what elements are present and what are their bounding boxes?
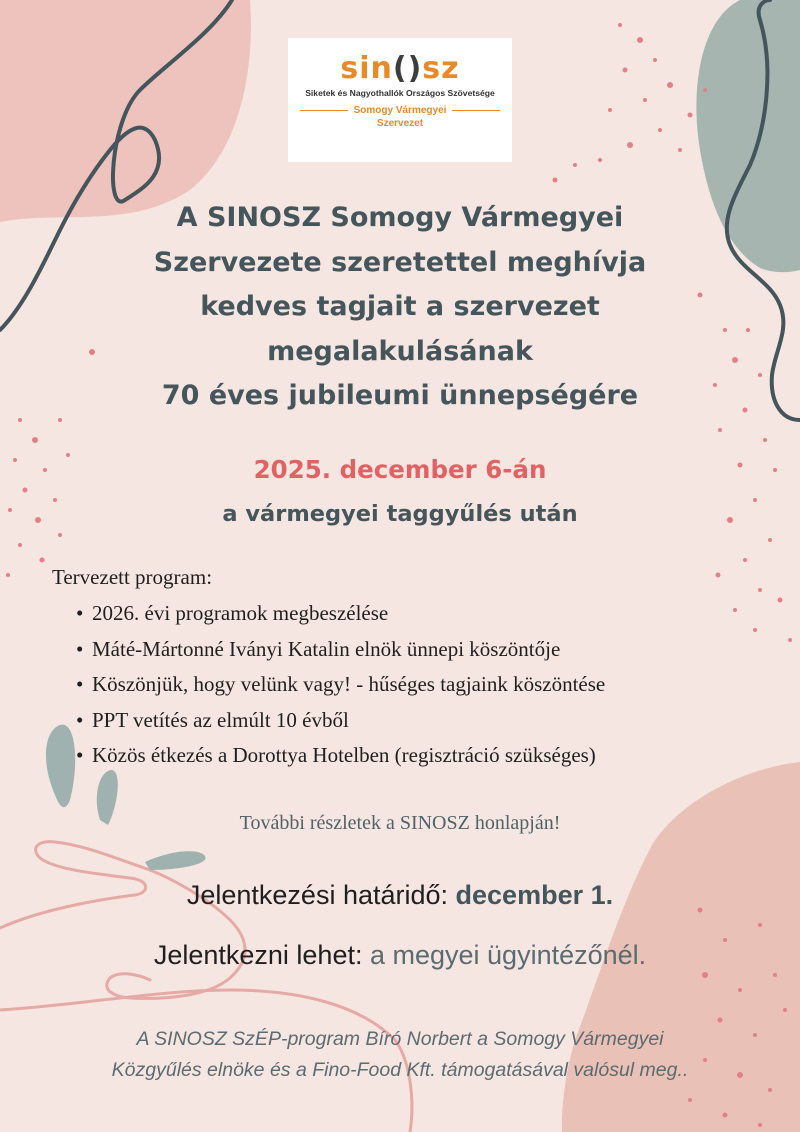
logo-branch (288, 104, 512, 117)
sage-stroke-1 (46, 725, 75, 808)
logo-rule-right (452, 110, 500, 111)
headline-line: Szervezete szeretettel meghívja (153, 246, 647, 278)
program-item: • 2026. évi programok megbeszélése (76, 598, 605, 634)
program-item: • Köszönjük, hogy velünk vagy! - hűséges tagjaink köszöntése (76, 669, 605, 705)
program-list (76, 598, 605, 776)
deadline-value: december 1. (455, 880, 614, 910)
footer-line: Közgyűlés elnöke és a Fino-Food Kft. támogatásával valósul meg.. (111, 1059, 689, 1081)
logo-word-left: sin (340, 51, 393, 86)
deadline-line (50, 880, 750, 911)
sage-stroke-3 (145, 851, 206, 870)
hand-outline (0, 842, 245, 999)
logo-wordmark (288, 52, 512, 86)
logo-rule-left (300, 110, 348, 111)
headline-line: A SINOSZ Somogy Vármegyei (176, 202, 624, 233)
more-info-text: További részletek a SINOSZ honlapján! (239, 812, 561, 834)
deadline-label: Jelentkezési határidő: (186, 880, 449, 910)
headline-line: kedves tagjait a szervezet (200, 291, 600, 322)
apply-label: Jelentkezni lehet: (153, 940, 363, 970)
logo-ear-mark: () (392, 51, 423, 86)
logo-word-right: sz (422, 51, 460, 86)
logo-branch-line1: Somogy Vármegyei (353, 105, 447, 116)
program-item: • Közös étkezés a Dorottya Hotelben (regisztráció szükséges) (76, 740, 605, 776)
footer-line: A SINOSZ SzÉP-program Bíró Norbert a Somogy Vármegyei (136, 1028, 664, 1050)
logo-full-name: Siketek és Nagyothallók Országos Szövetsége (305, 88, 495, 98)
invitation-headline (60, 196, 740, 419)
apply-value: a megyei ügyintézőnél. (369, 940, 647, 970)
program-item: • PPT vetítés az elmúlt 10 évből (76, 705, 605, 741)
event-timing: a vármegyei taggyűlés után (222, 501, 578, 527)
sponsor-footer (50, 1024, 750, 1086)
headline-line: megalakulásának (267, 335, 533, 367)
sinosz-logo (288, 38, 512, 162)
apply-line (50, 940, 750, 971)
program-title: Tervezett program: (52, 565, 213, 589)
program-item: • Máté-Mártonné Iványi Katalin elnök ünnepi köszöntője (76, 634, 605, 670)
headline-line: 70 éves jubileumi ünnepségére (161, 380, 639, 411)
event-date: 2025. december 6-án (253, 455, 547, 484)
logo-branch-line2: Szervezet (376, 118, 424, 129)
